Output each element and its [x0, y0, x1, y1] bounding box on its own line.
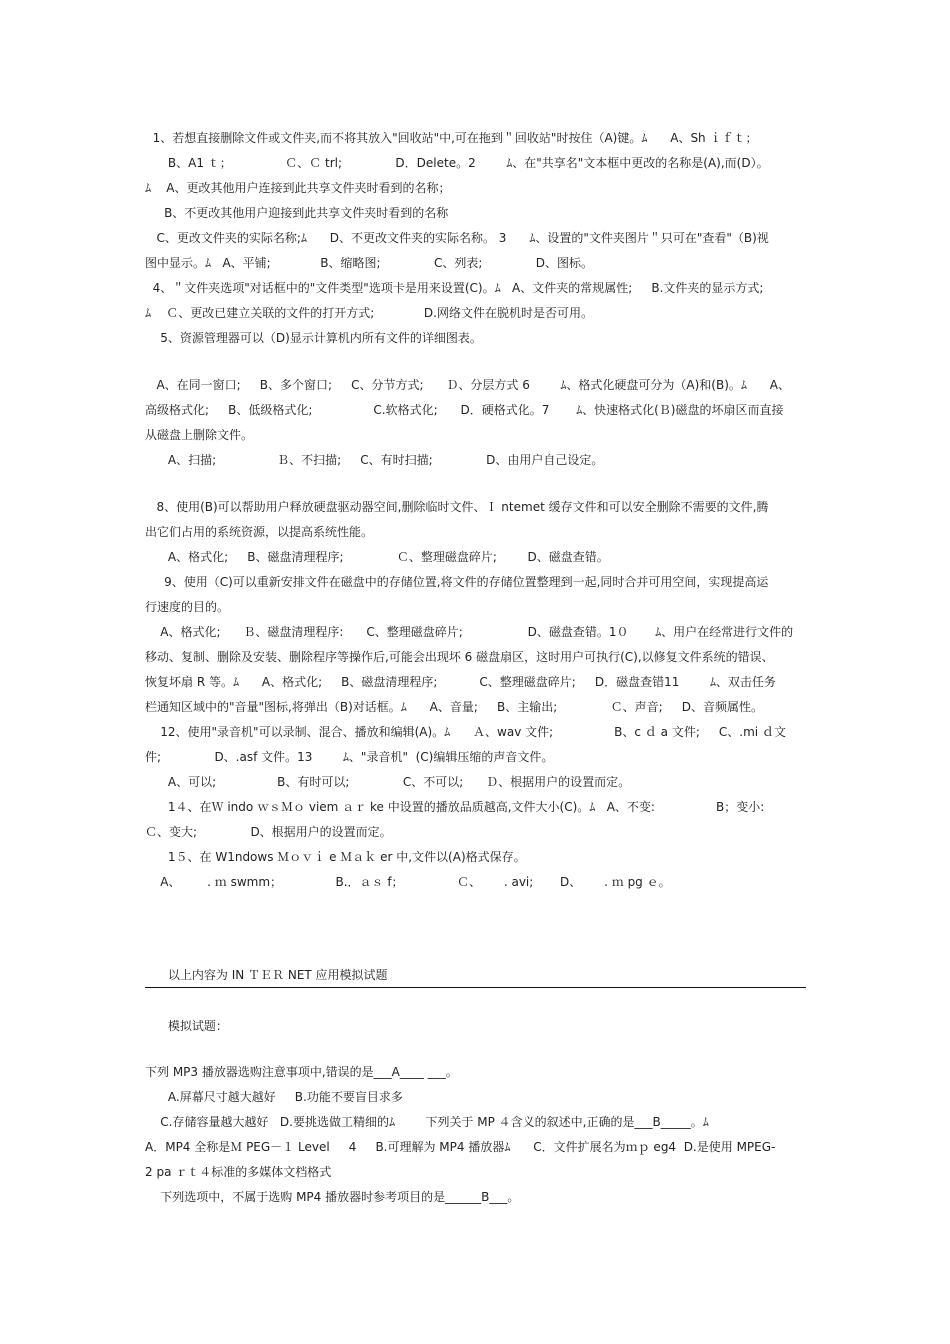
q5-line: 5、资源管理器可以（D)显示计算机内所有文件的详细图表。 [145, 331, 482, 345]
q10-options-q11-line: 恢复坏扇 R 等。ﾑ A、格式化; B、磁盘清理程序; C、整理磁盘碎片; D．磁盘查错11 ﾑ、双击任务 [145, 675, 776, 689]
mp3-options-cd-mp4-question: C.存储容量越大越好 D.要挑选做工精细的ﾑ 下列关于 MP ４含义的叙述中,正确的是___B_____。ﾑ [145, 1115, 709, 1129]
q5-options-q6-line: A、在同一窗口; B、多个窗口; C、分节方式; Ｄ、分层方式 6 ﾑ、格式化硬盘可分为（A)和(B)。ﾑ A、 [145, 378, 790, 392]
q9-line: 9、使用（C)可以重新安排文件在磁盘中的存储位置,将文件的存储位置整理到一起,同时合并可用空间，实现提高运 [145, 575, 769, 589]
q2-option-b: B、不更改其他用户迎接到此共享文件夹时看到的名称 [145, 206, 449, 220]
q9-options-q10-line: A、格式化; Ｂ、磁盘清理程序: C、整理磁盘碎片; D、磁盘查错。1０ ﾑ、用户在经常进行文件的 [145, 625, 794, 639]
q7-continuation: 从磁盘上删除文件。 [145, 428, 254, 442]
q14-options-line: Ｃ、变大; D、根据用户的设置而定。 [145, 825, 392, 839]
q9-continuation: 行速度的目的。 [145, 600, 230, 614]
q8-continuation: 出它们占用的系统资源，以提高系统性能。 [145, 525, 374, 539]
mp3-question-line: 下列 MP3 播放器选购注意事项中,错误的是___A____ ___。 [145, 1065, 458, 1079]
q8-options-line: A、格式化; B、磁盘清理程序; Ｃ、整理磁盘碎片; D、磁盘查错。 [145, 550, 609, 564]
q3-options-line: 图中显示。ﾑ A、平铺; B、缩略图; C、列表; D、图标。 [145, 256, 594, 270]
mp4-purchase-question: 下列选项中，不属于选购 MP4 播放器时参考项目的是______B___。 [145, 1190, 520, 1204]
q1-options-q2-line: B、A1 ｔ； Ｃ、Ｃ trl; D．Delete。2 ﾑ、在"共享名"文本框中更改的名称是(A),而(D）。 [145, 156, 769, 170]
q7-options-line: A、扫描; Ｂ、不扫描; C、有时扫描; D、由用户自己设定。 [145, 453, 604, 467]
q1-line: 1、若想直接删除文件或文件夹,而不将其放入"回收站"中,可在拖到＂回收站"时按住（A)键。⁣ﾑ A、Sh ｉｆｔ； [145, 131, 758, 145]
q8-line: 8、使用(B)可以帮助用户释放硬盘驱动器空间,删除临时文件、Ｉ ntemet 缓存文件和可以安全删除不需要的文件,腾 [145, 500, 769, 514]
mp4-options-line: A．MP4 全称是Ｍ PEG－１ Level 4 B.可理解为 MP4 播放器ﾑ C．文件扩展名为ｍｐ eg4 D.是使用 MPEG- [145, 1140, 776, 1154]
q12-options-q13-line: 件; D、.asf 文件。13 ﾑ、"录音机" (C)编辑压缩的声音文件。 [145, 750, 554, 764]
q11-options-line: 栏通知区域中的"音量"图标,将弹出（B)对话框。ﾑ A、音量; B、主输出; Ｃ、声音; D、音频属性。 [145, 700, 764, 714]
q13-options-line: A、可以; B、有时可以; C、不可以; Ｄ、根据用户的设置而定。 [145, 775, 631, 789]
mp4-options-continuation: 2 pa ｒｔ４标准的多媒体文档格式 [145, 1165, 332, 1179]
q2-options-q3-line: C、更改文件夹的实际名称;ﾑ D、不更改文件夹的实际名称。 3 ﾑ、设置的"文件夹图片＂只可在"查看"（B)视 [145, 231, 769, 245]
mock-test-label: 模拟试题： [145, 1019, 228, 1033]
mp3-options-ab: A.屏幕尺寸越大越好 B.功能不要盲目求多 [145, 1090, 403, 1104]
section-divider [145, 987, 806, 988]
section-heading: 以上内容为 IN ＴＥＲ NET 应用模拟试题 [145, 968, 388, 982]
q15-options-line: A、 . ｍ swmm； B.．ａｓ f； Ｃ、 . avi; D、 . ｍ pg ｅ。 [145, 875, 671, 889]
q14-line: 1４、在Ｗ indo ｗｓＭｏ viem ａｒ ke 中设置的播放品质越高,文件大小(C)。ﾑ A、不变: B；变小: [145, 800, 765, 814]
q4-line: 4、＂文件夹选项"对话框中的"文件类型"选项卡是用来设置(C)。ﾑ A、文件夹的常规属性; B.文件夹的显示方式; [145, 281, 764, 295]
q2-option-a: ﾑ A、更改其他用户连接到此共享文件夹时看到的名称； [145, 181, 451, 195]
q10-continuation: 移动、复制、删除及安装、删除程序等操作后,可能会出现坏 6 磁盘扇区，这时用户可执行(C),以修复文件系统的错误、 [145, 650, 774, 664]
q12-line: 12、使用"录音机"可以录制、混合、播放和编辑(A)。ﾑ Ａ、wav 文件; B、c ｄ a 文件; C、.mi ｄ文 [145, 725, 786, 739]
q15-line: 1５、在 W1ndows Ｍｏｖｉ e Ｍａｋ er 中,文件以(A)格式保存。 [145, 850, 526, 864]
q4-options-line: ﾑ Ｃ、更改已建立关联的文件的打开方式; D.网络文件在脱机时是否可用。 [145, 306, 593, 320]
q6-options-q7-line: 高级格式化; B、低级格式化; C.软格式化; D．硬格式化。7 ﾑ、快速格式化(Ｂ)磁盘的坏扇区而直接 [145, 403, 784, 417]
